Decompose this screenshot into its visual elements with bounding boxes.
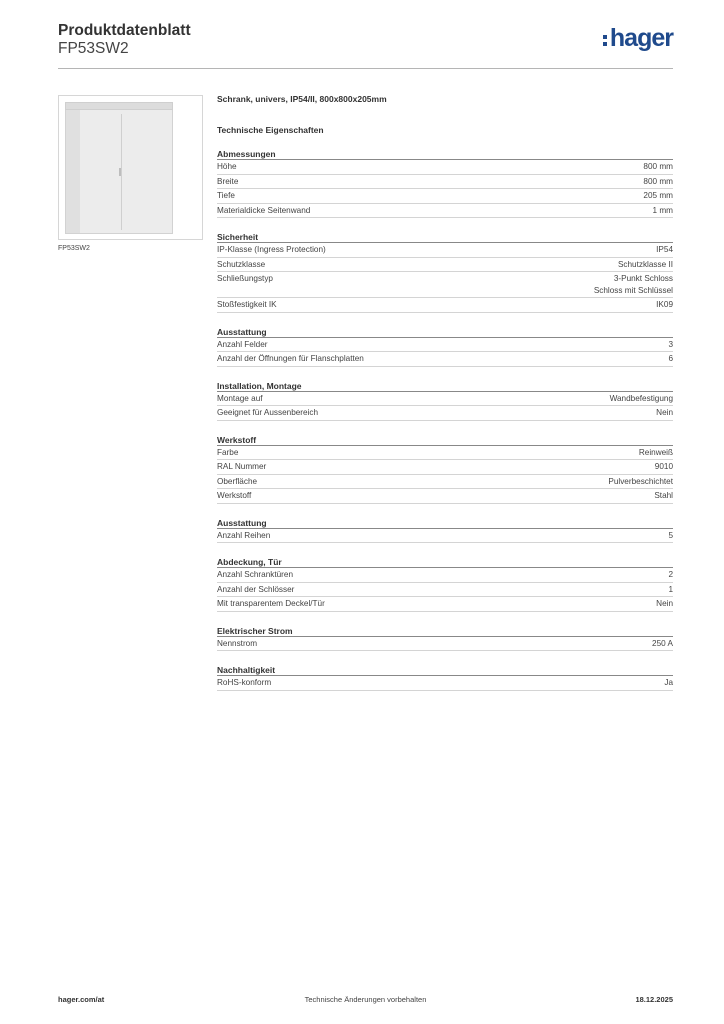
property-row xyxy=(217,272,673,298)
property-row xyxy=(217,583,673,598)
property-group xyxy=(217,434,673,504)
property-label: Werkstoff xyxy=(217,491,252,500)
property-value xyxy=(655,461,673,473)
page-footer xyxy=(58,995,673,1009)
property-value-line: Nein xyxy=(656,408,673,417)
property-label: Anzahl Felder xyxy=(217,339,268,349)
property-label: Anzahl Reihen xyxy=(217,530,271,540)
property-row xyxy=(217,460,673,475)
property-group xyxy=(217,231,673,313)
property-value-line: 3 xyxy=(668,339,673,349)
property-value xyxy=(653,205,673,217)
group-title: Ausstattung xyxy=(217,326,673,338)
property-value xyxy=(668,584,673,596)
property-row xyxy=(217,258,673,273)
property-value xyxy=(594,273,673,296)
property-label: RAL Nummer xyxy=(217,462,267,471)
property-value-line: Schutzklasse II xyxy=(617,259,673,269)
property-group xyxy=(217,148,673,218)
property-value-line: Reinweiß xyxy=(638,447,673,457)
property-value-line: 2 xyxy=(668,570,673,579)
property-group xyxy=(217,326,673,367)
property-value xyxy=(668,339,673,351)
property-row xyxy=(217,392,673,407)
property-group xyxy=(217,625,673,652)
footer-date: 18.12.2025 xyxy=(635,995,673,1004)
property-value-line: Schloss mit Schlüssel xyxy=(593,285,673,295)
group-title: Nachhaltigkeit xyxy=(217,664,673,676)
property-label: Geeignet für Aussenbereich xyxy=(217,408,319,417)
property-value xyxy=(668,569,673,581)
hager-logo xyxy=(603,26,673,51)
property-label: Anzahl Schranktüren xyxy=(217,570,294,579)
property-value-line: 6 xyxy=(668,354,673,363)
property-row xyxy=(217,446,673,461)
property-value-line: Pulverbeschichtet xyxy=(608,476,673,486)
property-value xyxy=(656,299,673,311)
property-value-line: Stahl xyxy=(654,491,673,500)
group-title: Abdeckung, Tür xyxy=(217,556,673,568)
property-value-line: Ja xyxy=(664,678,673,687)
property-value xyxy=(643,161,673,173)
group-title: Abmessungen xyxy=(217,148,673,160)
property-value-line: 800 mm xyxy=(643,176,673,186)
property-row xyxy=(217,160,673,175)
property-row xyxy=(217,637,673,652)
logo-dots-icon xyxy=(603,35,607,46)
property-label: Schließungstyp xyxy=(217,274,273,283)
property-row xyxy=(217,175,673,190)
property-value xyxy=(656,244,673,256)
property-label: Mit transparentem Deckel/Tür xyxy=(217,599,325,608)
property-value-line: 1 xyxy=(668,584,673,594)
image-caption: FP53SW2 xyxy=(58,245,90,252)
property-value xyxy=(643,190,673,202)
cabinet-illustration xyxy=(65,102,173,234)
property-label: Schutzklasse xyxy=(217,259,266,269)
section-title: Technische Eigenschaften xyxy=(217,125,324,135)
property-value-line: Nein xyxy=(656,599,673,608)
property-value xyxy=(643,176,673,188)
property-value xyxy=(656,407,673,419)
property-value xyxy=(652,638,673,650)
property-value xyxy=(618,259,673,271)
property-label: RoHS-konform xyxy=(217,678,272,687)
property-group xyxy=(217,380,673,421)
property-value xyxy=(608,476,673,488)
property-row xyxy=(217,204,673,219)
property-row xyxy=(217,298,673,313)
property-row xyxy=(217,338,673,353)
property-value xyxy=(639,447,673,459)
property-label: Montage auf xyxy=(217,393,263,403)
property-label: Farbe xyxy=(217,447,239,457)
property-value xyxy=(610,393,673,405)
property-row xyxy=(217,243,673,258)
property-value-line: 1 mm xyxy=(652,205,673,215)
group-title: Werkstoff xyxy=(217,434,673,446)
footer-note: Technische Änderungen vorbehalten xyxy=(304,995,427,1004)
property-row xyxy=(217,406,673,421)
property-label: Stoßfestigkeit IK xyxy=(217,300,277,309)
property-value-line: IP54 xyxy=(656,245,673,254)
logo-text: hager xyxy=(609,24,673,52)
property-group xyxy=(217,664,673,691)
property-row xyxy=(217,568,673,583)
property-value xyxy=(664,677,673,689)
property-label: Nennstrom xyxy=(217,638,258,648)
group-title: Sicherheit xyxy=(217,231,673,243)
property-row xyxy=(217,189,673,204)
property-label: IP-Klasse (Ingress Protection) xyxy=(217,245,326,254)
property-value-line: 250 A xyxy=(652,638,673,648)
property-group xyxy=(217,517,673,544)
header-divider xyxy=(58,68,673,69)
property-label: Höhe xyxy=(217,162,237,171)
property-label: Tiefe xyxy=(217,191,235,200)
document-title: Produktdatenblatt xyxy=(58,22,191,39)
property-label: Anzahl der Öffnungen für Flanschplatten xyxy=(217,354,364,363)
property-value-line: 800 mm xyxy=(643,162,673,171)
property-value xyxy=(654,490,673,502)
property-value-line: 205 mm xyxy=(643,191,673,200)
property-value-line: 9010 xyxy=(654,462,673,471)
property-label: Oberfläche xyxy=(217,476,258,486)
property-value-line: IK09 xyxy=(656,300,673,309)
group-title: Installation, Montage xyxy=(217,380,673,392)
property-row xyxy=(217,489,673,504)
group-title: Ausstattung xyxy=(217,517,673,529)
page-header xyxy=(58,20,673,68)
footer-website: hager.com/at xyxy=(58,995,105,1004)
property-value xyxy=(668,530,673,542)
property-value xyxy=(668,353,673,365)
product-details xyxy=(217,92,673,691)
property-label: Breite xyxy=(217,176,239,186)
product-name: Schrank, univers, IP54/II, 800x800x205mm xyxy=(217,94,387,104)
property-row xyxy=(217,676,673,691)
product-image xyxy=(58,95,203,240)
property-row xyxy=(217,597,673,612)
property-label: Anzahl der Schlösser xyxy=(217,584,295,594)
property-row xyxy=(217,352,673,367)
property-value-line: Wandbefestigung xyxy=(609,393,673,403)
property-groups xyxy=(217,148,673,691)
property-label: Materialdicke Seitenwand xyxy=(217,205,311,215)
group-title: Elektrischer Strom xyxy=(217,625,673,637)
property-value xyxy=(656,598,673,610)
property-row xyxy=(217,529,673,544)
property-value-line: 3-Punkt Schloss xyxy=(613,274,673,283)
article-number: FP53SW2 xyxy=(58,40,129,57)
property-row xyxy=(217,475,673,490)
property-value-line: 5 xyxy=(668,530,673,540)
property-group xyxy=(217,556,673,612)
